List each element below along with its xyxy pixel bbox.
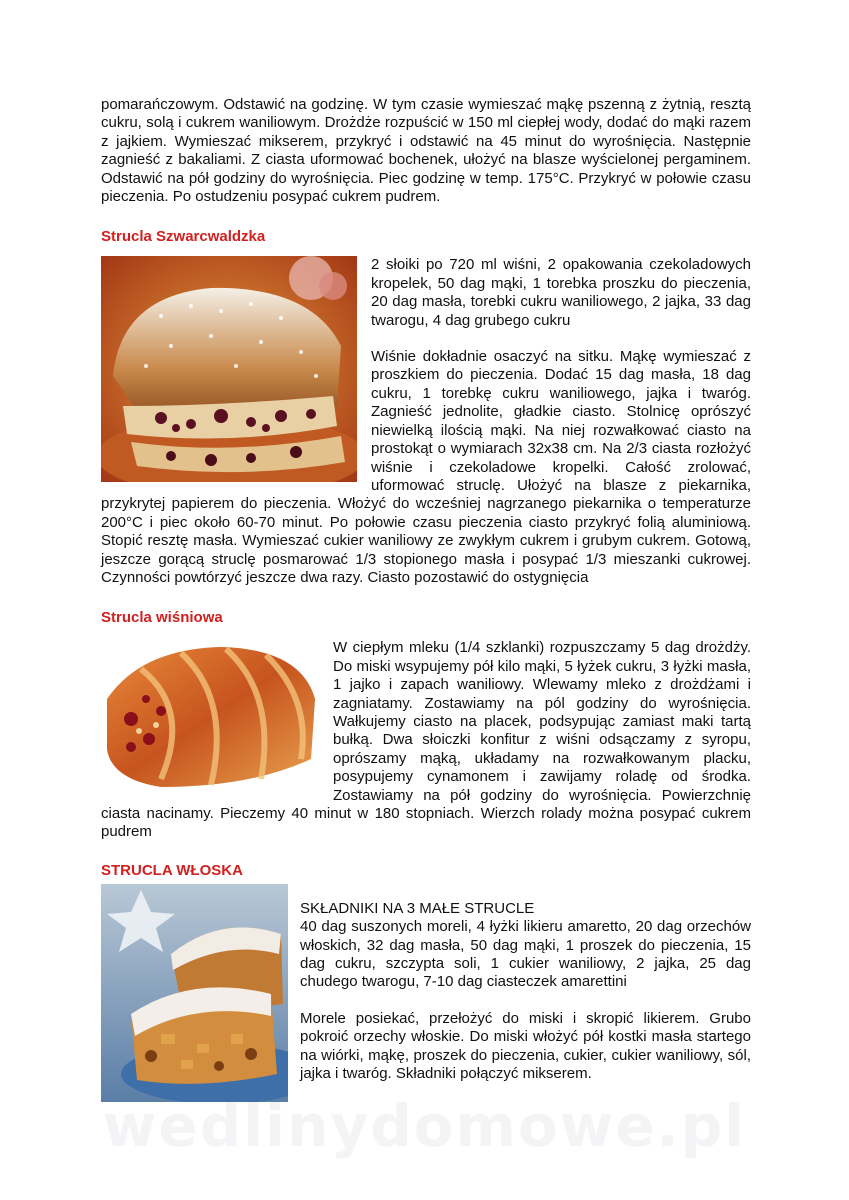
recipe-szwarcwaldzka — [101, 228, 751, 587]
watermark: wedlinydomowe.pl — [102, 1092, 747, 1160]
recipe-method: Wiśnie dokładnie osaczyć na sitku. Mąkę wymieszać z proszkiem do pieczenia. Dodać 15 dag masła, 18 dag cukru, 1 torebkę cukru waniliowego, jajka i twaróg. Zagnieść jednolite, gładkie ciasto. Stolnicę oprószyć niewielką ilością mąki. Na niej rozwałkować ciasto na prostokąt o wymiarach 32x38 cm. Na 2/3 ciasta rozłożyć wiśnie i czekoladowe kropelki. Całość zrolować, uformować struclę. Ułożyć na blasze z piekarnika, przykrytej papierem do pieczenia. Włożyć do wcześniej nagrzanego piekarnika o temperaturze 200°C i piec około 60-70 minut. Po połowie czasu pieczenia ciasto przykryć folią aluminiową. Stopić resztę masła. Wymieszać cukier waniliowy ze zwykłym cukrem i grubym cukrem. Gotową, jeszcze gorącą struclę posmarować 1/3 stopionego masła i posypać 1/3 mieszanki cukrowej. Czynności powtórzyć jeszcze dwa razy. Ciasto pozostawić do ostygnięcia — [101, 348, 751, 586]
strucla-wisniowa-photo — [101, 639, 319, 791]
ingredients-header: SKŁADNIKI NA 3 MAŁE STRUCLE — [300, 899, 535, 917]
document-page — [101, 96, 751, 1102]
recipe-title: Strucla Szwarcwaldzka — [101, 228, 266, 246]
recipe-ingredients: 2 słoiki po 720 ml wiśni, 2 opakowania czekoladowych kropelek, 50 dag mąki, 1 torebka proszku do pieczenia, 20 dag masła, torebki cukru waniliowego, 2 jajka, 33 dag twarogu, 4 dag grubego cukru — [371, 256, 751, 329]
recipe-wisniowa — [101, 609, 751, 841]
recipe-wloska — [101, 862, 751, 1102]
recipe-method: Morele posiekać, przełożyć do miski i skropić likierem. Grubo pokroić orzechy włoskie. Do miski włożyć pół kostki masła startego na wiórki, mąkę, proszek do pieczenia, cukier, cukier waniliowy, sól, jajka i twaróg. Składniki połączyć mikserem. — [300, 1009, 751, 1083]
strucla-wloska-photo — [101, 884, 288, 1102]
strucla-szwarcwaldzka-photo — [101, 256, 357, 482]
intro-paragraph: pomarańczowym. Odstawić na godzinę. W tym czasie wymieszać mąkę pszenną z żytnią, resztą cukru, solą i cukrem waniliowym. Drożdże rozpuścić w 150 ml ciepłej wody, dodać do mąki razem z jajkiem. Wymieszać mikserem, przykryć i odstawić na 45 minut do wyrośnięcia. Następnie zagnieść z bakaliami. Z ciasta uformować bochenek, ułożyć na blasze wyścielonej pergaminem. Odstawić na pół godziny do wyrośnięcia. Piec godzinę w temp. 175°C. Przykryć w połowie czasu pieczenia. Po ostudzeniu posypać cukrem pudrem. — [101, 96, 751, 206]
recipe-title: Strucla wiśniowa — [101, 609, 223, 627]
recipe-ingredients: 40 dag suszonych moreli, 4 łyżki likieru amaretto, 20 dag orzechów włoskich, 32 dag masła, 50 dag mąki, 1 proszek do pieczenia, 15 dag cukru, szczypta soli, 1 cukier waniliowy, 2 jajka, 25 dag chudego twarogu, 7-10 dag ciasteczek amarettini — [300, 918, 751, 991]
recipe-title: STRUCLA WŁOSKA — [101, 861, 243, 879]
recipe-method: W ciepłym mleku (1/4 szklanki) rozpuszczamy 5 dag drożdży. Do miski wsypujemy pół kilo mąki, 5 łyżek cukru, 3 łyżki masła, 1 jajko i zapach waniliowy. Wlewamy mleko z drożdżami i zagniatamy. Zostawiamy na pól godziny do wyrośnięcia. Wałkujemy ciasto na placek, podsypując zamiast maki tartą bułką. Dwa słoiczki konfitur z wiśni odsączamy z syropu, oprószamy mąką, układamy na rozwałkowanym placku, posypujemy cynamonem i zawijamy roladę od środka. Zostawiamy na pół godziny do wyrośnięcia. Powierzchnię ciasta nacinamy. Pieczemy 40 minut w 180 stopniach. Wierzch rolady można posypać cukrem pudrem — [101, 639, 751, 841]
